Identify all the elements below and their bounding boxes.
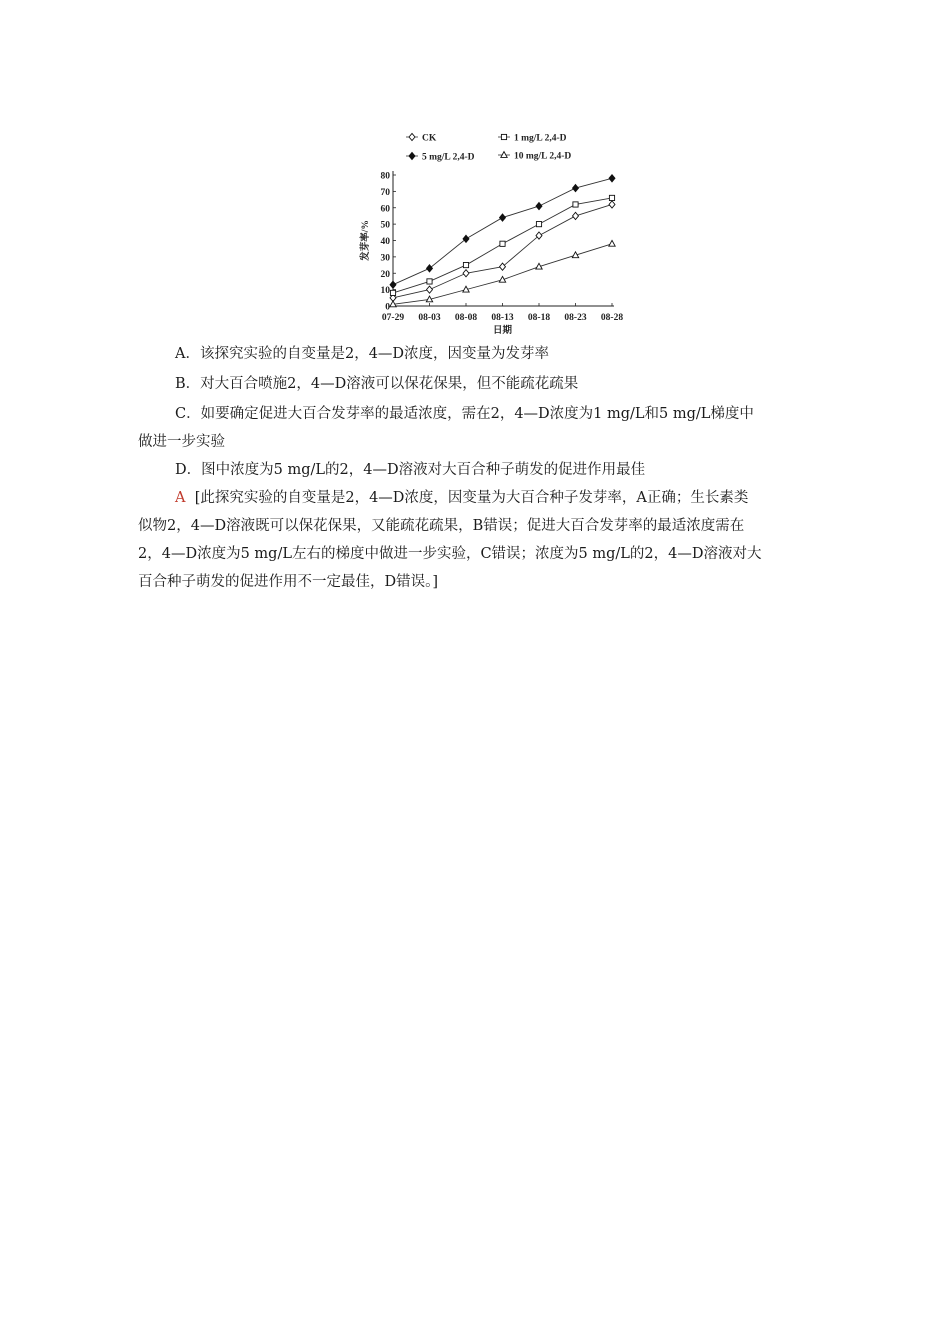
x-tick-label-08-08: 08-08 xyxy=(454,313,478,323)
y-tick-label-0: 0 xyxy=(385,302,390,313)
answer-line1 xyxy=(175,488,748,508)
series-line-3 xyxy=(393,244,612,305)
series-0-point-3 xyxy=(500,263,506,270)
legend-marker-0 xyxy=(409,133,415,140)
series-2-point-1 xyxy=(427,265,433,272)
y-tick-label-60: 60 xyxy=(380,204,390,215)
option-a: A．该探究实验的自变量是2，4—D浓度，因变量为发芽率 xyxy=(175,346,550,362)
legend-label-2: 5 mg/L 2,4-D xyxy=(422,152,475,163)
option-c-line2: 做进一步实验 xyxy=(138,434,225,450)
option-b: B．对大百合喷施2，4—D溶液可以保花保果，但不能疏花疏果 xyxy=(175,376,579,392)
germination-chart xyxy=(356,126,628,344)
x-tick-label-08-28: 08-28 xyxy=(600,313,624,323)
answer-line4: 百合种子萌发的促进作用不一定最佳，D错误。] xyxy=(138,574,439,590)
legend-marker-2 xyxy=(409,152,415,159)
series-1-point-6 xyxy=(609,195,614,200)
series-2-point-0 xyxy=(390,281,396,288)
series-1-point-4 xyxy=(536,222,541,227)
answer-line2: 似物2，4—D溶液既可以保花保果，又能疏花疏果，B错误；促进大百合发芽率的最适浓度需在 xyxy=(138,518,745,534)
series-2-point-4 xyxy=(536,203,542,210)
y-tick-label-40: 40 xyxy=(380,237,390,247)
series-3-point-6 xyxy=(609,240,615,246)
series-1-point-2 xyxy=(463,262,468,267)
legend-marker-1 xyxy=(501,134,506,139)
x-tick-label-08-03: 08-03 xyxy=(418,313,441,323)
answer-letter: A xyxy=(175,490,186,506)
x-tick-label-07-29: 07-29 xyxy=(381,313,405,323)
x-axis-title: 日期 xyxy=(492,326,513,336)
series-1-point-0 xyxy=(390,290,395,295)
series-2-point-6 xyxy=(609,175,615,182)
x-tick-label-08-18: 08-18 xyxy=(527,313,551,323)
option-c-line1: C．如要确定促进大百合发芽率的最适浓度，需在2，4—D浓度为1 mg/L和5 mg/L梯度中 xyxy=(175,406,754,422)
y-tick-label-10: 10 xyxy=(380,286,390,297)
y-tick-label-80: 80 xyxy=(380,171,390,182)
y-axis-title: 发芽率/% xyxy=(361,220,371,261)
series-2-point-3 xyxy=(500,214,506,221)
legend-label-3: 10 mg/L 2,4-D xyxy=(514,151,572,162)
x-tick-label-08-23: 08-23 xyxy=(564,313,587,323)
y-tick-label-30: 30 xyxy=(380,253,390,264)
series-2-point-5 xyxy=(573,185,579,192)
legend-label-1: 1 mg/L 2,4-D xyxy=(514,133,567,144)
option-d: D．图中浓度为5 mg/L的2，4—D溶液对大百合种子萌发的促进作用最佳 xyxy=(175,462,646,478)
answer-text-line1: [此探究实验的自变量是2，4—D浓度，因变量为大百合种子发芽率，A正确；生长素类 xyxy=(194,490,749,506)
legend-label-0: CK xyxy=(422,133,437,144)
y-tick-label-20: 20 xyxy=(380,269,390,280)
series-1-point-1 xyxy=(427,279,432,284)
series-0-point-1 xyxy=(427,286,433,293)
answer-line3: 2，4—D浓度为5 mg/L左右的梯度中做进一步实验，C错误；浓度为5 mg/L的2，4—D溶液对大 xyxy=(138,546,762,562)
series-1-point-3 xyxy=(500,241,505,246)
series-0-point-6 xyxy=(609,201,615,208)
y-tick-label-50: 50 xyxy=(380,220,390,231)
legend-marker-3 xyxy=(501,152,507,158)
y-tick-label-70: 70 xyxy=(380,187,390,198)
series-2-point-2 xyxy=(463,235,469,242)
series-0-point-4 xyxy=(536,232,542,239)
series-0-point-2 xyxy=(463,270,469,277)
series-0-point-5 xyxy=(573,212,579,219)
x-tick-label-08-13: 08-13 xyxy=(491,313,514,323)
series-1-point-5 xyxy=(573,202,578,207)
chart-svg xyxy=(356,126,628,344)
